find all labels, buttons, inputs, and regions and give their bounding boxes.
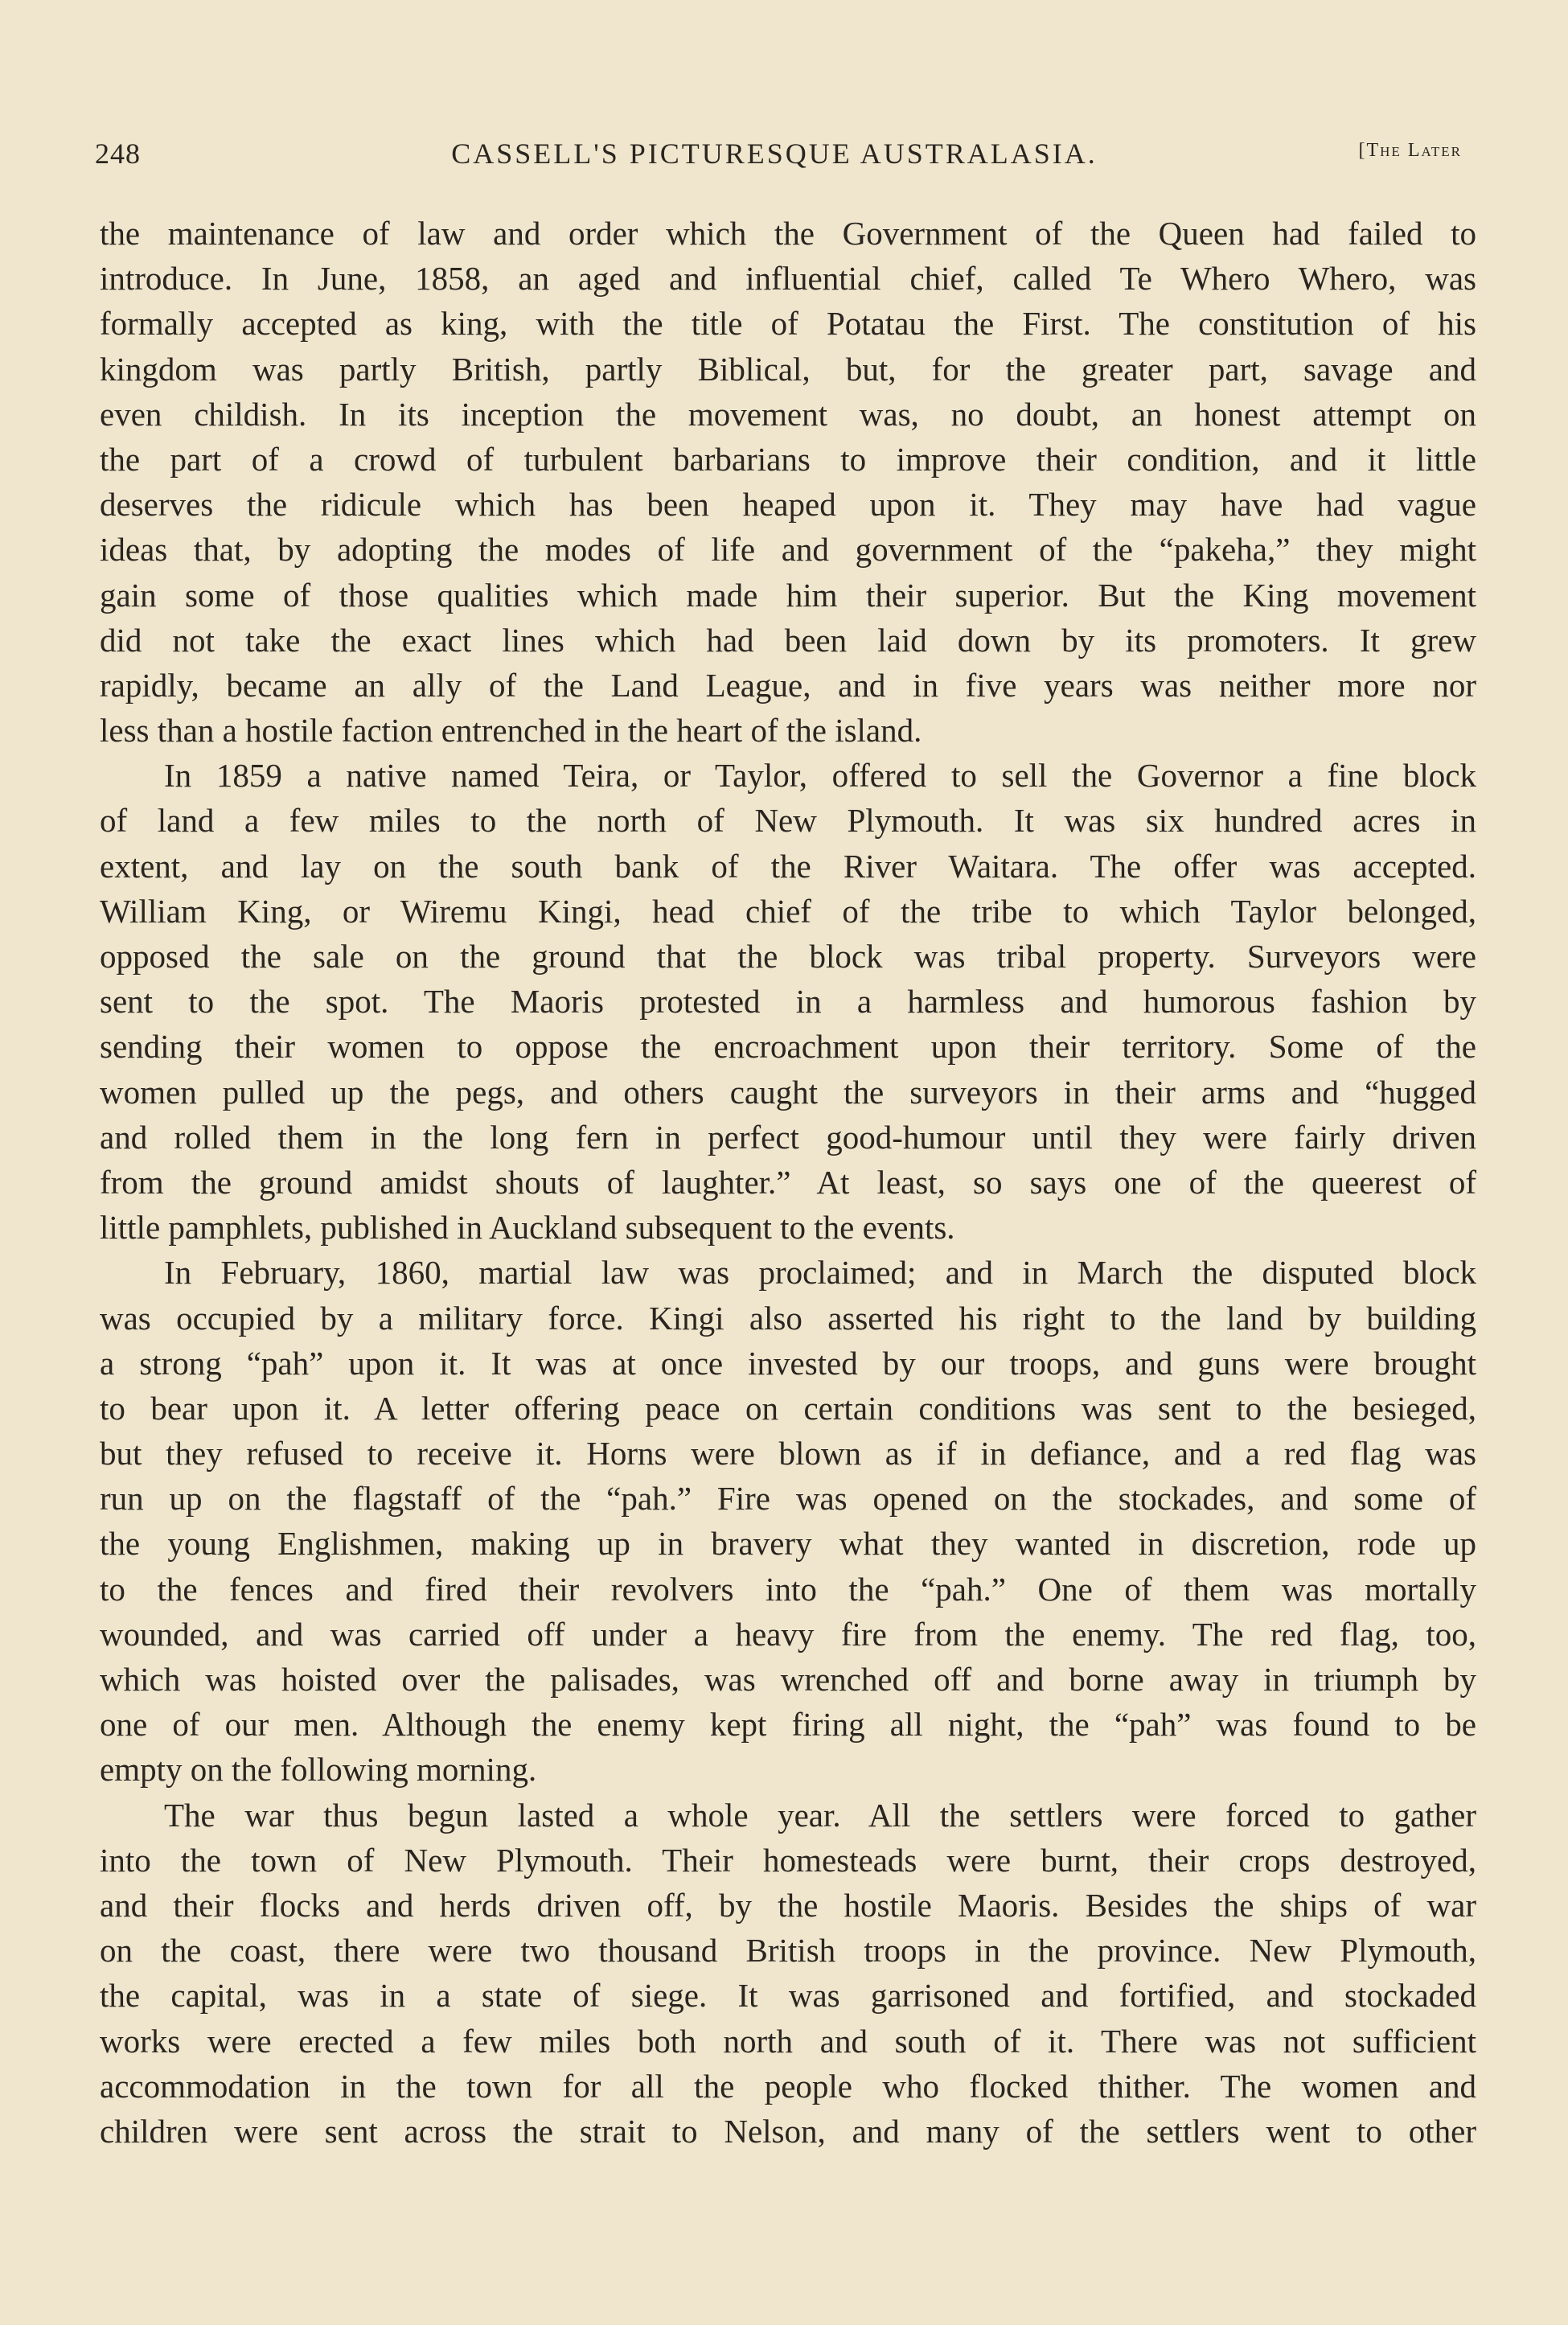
text-line: The war thus begun lasted a whole year. All the settlers were forced to gather bbox=[164, 1796, 1476, 1834]
text-line: one of our men. Although the enemy kept firing all night, the “pah” was found to be bbox=[100, 1706, 1476, 1744]
text-line: sent to the spot. The Maoris protested in a harmless and humorous fashion by bbox=[100, 983, 1476, 1021]
text-line: kingdom was partly British, partly Biblical, but, for the greater part, savage and bbox=[100, 350, 1476, 388]
running-title: CASSELL'S PICTURESQUE AUSTRALASIA. bbox=[451, 138, 1098, 170]
text-line: introduce. In June, 1858, an aged and influential chief, called Te Whero Whero, was bbox=[100, 260, 1476, 298]
section-tag: [The Later bbox=[1358, 140, 1462, 161]
text-line: but they refused to receive it. Horns were blown as if in defiance, and a red flag was bbox=[100, 1435, 1476, 1473]
text-line: In February, 1860, martial law was proclaimed; and in March the disputed block bbox=[164, 1254, 1476, 1292]
text-line: extent, and lay on the south bank of the River Waitara. The offer was accepted. bbox=[100, 847, 1476, 885]
text-line: into the town of New Plymouth. Their homesteads were burnt, their crops destroyed, bbox=[100, 1841, 1476, 1879]
text-line: even childish. In its inception the movement was, no doubt, an honest attempt on bbox=[100, 395, 1476, 433]
page-number: 248 bbox=[95, 138, 141, 170]
text-line: on the coast, there were two thousand British troops in the province. New Plymouth, bbox=[100, 1932, 1476, 1970]
text-line: the young Englishmen, making up in bravery what they wanted in discretion, rode up bbox=[100, 1525, 1476, 1563]
text-line: and their flocks and herds driven off, by the hostile Maoris. Besides the ships of war bbox=[100, 1886, 1476, 1924]
text-line: ideas that, by adopting the modes of life and government of the “pakeha,” they might bbox=[100, 531, 1476, 569]
text-line: empty on the following morning. bbox=[100, 1751, 537, 1789]
text-line: which was hoisted over the palisades, was wrenched off and borne away in triumph by bbox=[100, 1661, 1476, 1698]
text-line: accommodation in the town for all the people who flocked thither. The women and bbox=[100, 2067, 1476, 2105]
text-line: opposed the sale on the ground that the block was tribal property. Surveyors were bbox=[100, 938, 1476, 975]
text-line: and rolled them in the long fern in perfect good-humour until they were fairly driven bbox=[100, 1118, 1476, 1156]
text-line: from the ground amidst shouts of laughter.” At least, so says one of the queerest of bbox=[100, 1163, 1476, 1201]
text-line: In 1859 a native named Teira, or Taylor, offered to sell the Governor a fine block bbox=[164, 757, 1476, 795]
text-line: the capital, was in a state of siege. It was garrisoned and fortified, and stockaded bbox=[100, 1977, 1476, 2015]
text-line: rapidly, became an ally of the Land League, and in five years was neither more nor bbox=[100, 666, 1476, 704]
text-line: women pulled up the pegs, and others caught the surveyors in their arms and “hugged bbox=[100, 1073, 1476, 1111]
text-line: little pamphlets, published in Auckland subsequent to the events. bbox=[100, 1209, 955, 1247]
text-line: less than a hostile faction entrenched in the heart of the island. bbox=[100, 712, 922, 750]
text-line: was occupied by a military force. Kingi also asserted his right to the land by building bbox=[100, 1299, 1476, 1337]
text-line: children were sent across the strait to Nelson, and many of the settlers went to other bbox=[100, 2112, 1476, 2150]
page-header bbox=[95, 137, 1462, 185]
text-line: the part of a crowd of turbulent barbarians to improve their condition, and it little bbox=[100, 440, 1476, 478]
text-line: formally accepted as king, with the title of Potatau the First. The constitution of his bbox=[100, 305, 1476, 343]
text-line: run up on the flagstaff of the “pah.” Fire was opened on the stockades, and some of bbox=[100, 1480, 1476, 1518]
text-line: did not take the exact lines which had been laid down by its promoters. It grew bbox=[100, 621, 1476, 659]
text-line: of land a few miles to the north of New Plymouth. It was six hundred acres in bbox=[100, 802, 1476, 840]
text-line: to the fences and fired their revolvers into the “pah.” One of them was mortally bbox=[100, 1570, 1476, 1608]
text-line: the maintenance of law and order which the Government of the Queen had failed to bbox=[100, 215, 1476, 252]
text-line: gain some of those qualities which made him their superior. But the King movement bbox=[100, 576, 1476, 614]
text-line: to bear upon it. A letter offering peace on certain conditions was sent to the besieged, bbox=[100, 1389, 1476, 1427]
body-text bbox=[100, 211, 1476, 2154]
text-line: works were erected a few miles both north and south of it. There was not sufficient bbox=[100, 2022, 1476, 2060]
text-line: wounded, and was carried off under a heavy fire from the enemy. The red flag, too, bbox=[100, 1615, 1476, 1653]
text-line: William King, or Wiremu Kingi, head chief of the tribe to which Taylor belonged, bbox=[100, 892, 1476, 930]
text-line: a strong “pah” upon it. It was at once invested by our troops, and guns were brought bbox=[100, 1344, 1476, 1382]
text-line: sending their women to oppose the encroachment upon their territory. Some of the bbox=[100, 1028, 1476, 1066]
text-line: deserves the ridicule which has been heaped upon it. They may have had vague bbox=[100, 486, 1476, 524]
